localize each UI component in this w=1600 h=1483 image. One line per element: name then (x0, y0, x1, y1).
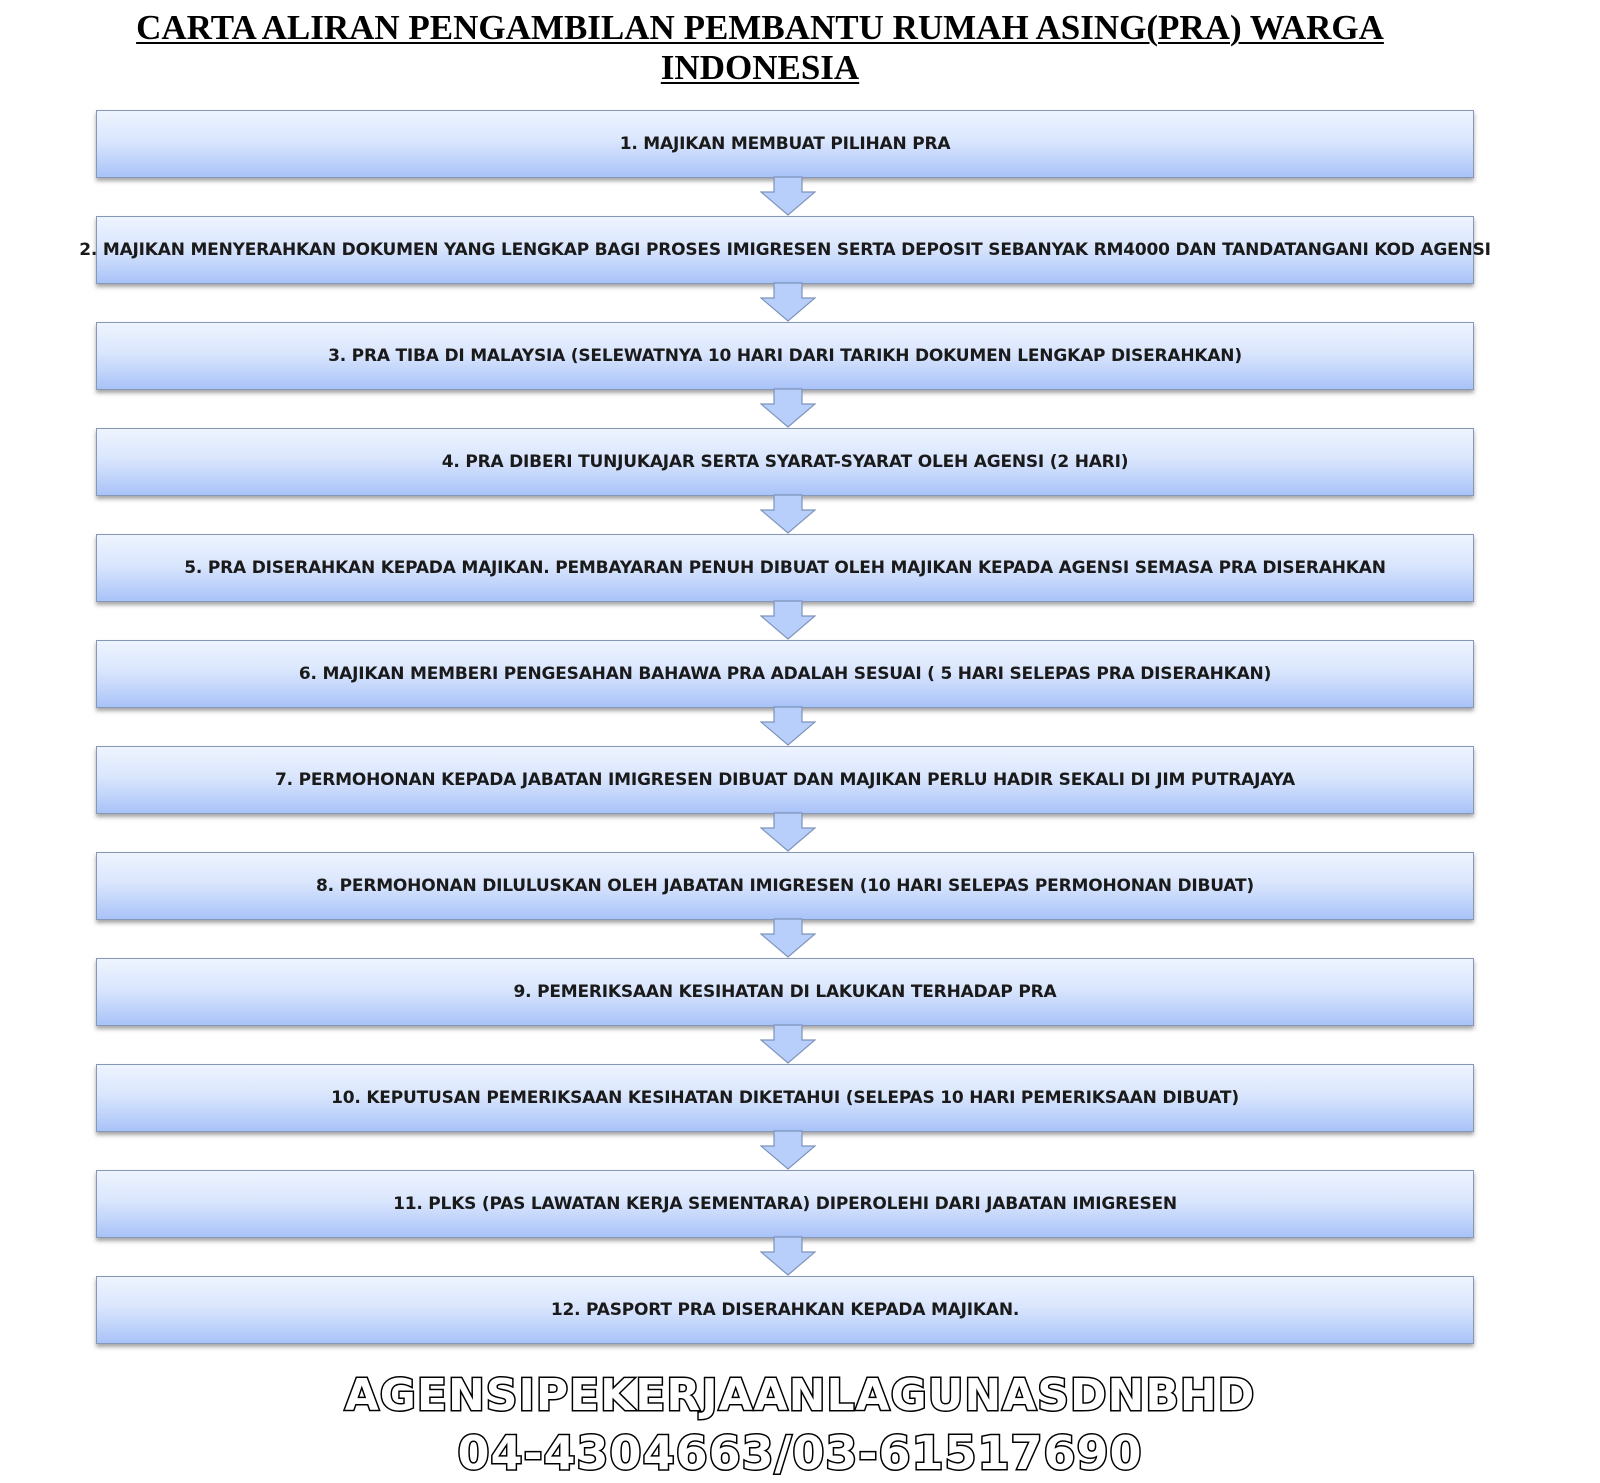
title-line-2: INDONESIA (660, 48, 860, 87)
flow-arrow-down-icon (760, 600, 816, 640)
flow-step-8 (96, 852, 1474, 920)
flow-arrow-down-icon (760, 706, 816, 746)
flow-step-10 (96, 1064, 1474, 1132)
flow-step-label: 7. PERMOHONAN KEPADA JABATAN IMIGRESEN DIBUAT DAN MAJIKAN PERLU HADIR SEKALI DI JIM PUTRAJAYA (275, 770, 1295, 790)
flow-step-9 (96, 958, 1474, 1026)
flow-step-label: 6. MAJIKAN MEMBERI PENGESAHAN BAHAWA PRA ADALAH SESUAI ( 5 HARI SELEPAS PRA DISERAHKAN) (298, 664, 1272, 684)
flow-arrow-down-icon (760, 1236, 816, 1276)
flow-arrow-down-icon (760, 1024, 816, 1064)
footer-phone-numbers: 04-4304663/03-61517690 (457, 1426, 1143, 1480)
flow-arrow-down-icon (760, 494, 816, 534)
flow-arrow-down-icon (760, 918, 816, 958)
footer-company-name: AGENSIPEKERJAANLAGUNASDNBHD (344, 1370, 1256, 1421)
flow-step-label: 2. MAJIKAN MENYERAHKAN DOKUMEN YANG LENGKAP BAGI PROSES IMIGRESEN SERTA DEPOSIT SEBANYAK RM4000 DAN TANDATANGANI KOD AGENSI (79, 240, 1491, 260)
flow-arrow-down-icon (760, 176, 816, 216)
flow-step-label: 12. PASPORT PRA DISERAHKAN KEPADA MAJIKAN. (550, 1300, 1020, 1320)
flow-step-label: 1. MAJIKAN MEMBUAT PILIHAN PRA (619, 134, 951, 154)
flow-arrow-down-icon (760, 1130, 816, 1170)
flow-arrow-down-icon (760, 812, 816, 852)
flow-step-7 (96, 746, 1474, 814)
flow-step-11 (96, 1170, 1474, 1238)
flow-step-label: 10. KEPUTUSAN PEMERIKSAAN KESIHATAN DIKETAHUI (SELEPAS 10 HARI PEMERIKSAAN DIBUAT) (331, 1088, 1239, 1108)
flow-step-label: 5. PRA DISERAHKAN KEPADA MAJIKAN. PEMBAYARAN PENUH DIBUAT OLEH MAJIKAN KEPADA AGENSI SEMASA PRA DISERAHKAN (184, 558, 1386, 578)
flow-step-label: 4. PRA DIBERI TUNJUKAJAR SERTA SYARAT-SYARAT OLEH AGENSI (2 HARI) (441, 452, 1129, 472)
flow-step-5 (96, 534, 1474, 602)
flow-step-1 (96, 110, 1474, 178)
flow-arrow-down-icon (760, 388, 816, 428)
flow-step-3 (96, 322, 1474, 390)
flow-step-12 (96, 1276, 1474, 1344)
flow-step-label: 11. PLKS (PAS LAWATAN KERJA SEMENTARA) DIPEROLEHI DARI JABATAN IMIGRESEN (393, 1194, 1177, 1214)
flow-step-4 (96, 428, 1474, 496)
title-line-1: CARTA ALIRAN PENGAMBILAN PEMBANTU RUMAH ASING(PRA) WARGA (136, 8, 1384, 47)
flow-step-label: 3. PRA TIBA DI MALAYSIA (SELEWATNYA 10 HARI DARI TARIKH DOKUMEN LENGKAP DISERAHKAN) (328, 346, 1242, 366)
flow-step-label: 8. PERMOHONAN DILULUSKAN OLEH JABATAN IMIGRESEN (10 HARI SELEPAS PERMOHONAN DIBUAT) (316, 876, 1254, 896)
flow-step-6 (96, 640, 1474, 708)
flow-step-label: 9. PEMERIKSAAN KESIHATAN DI LAKUKAN TERHADAP PRA (513, 982, 1057, 1002)
flow-step-2 (79, 216, 1491, 284)
flow-arrow-down-icon (760, 282, 816, 322)
